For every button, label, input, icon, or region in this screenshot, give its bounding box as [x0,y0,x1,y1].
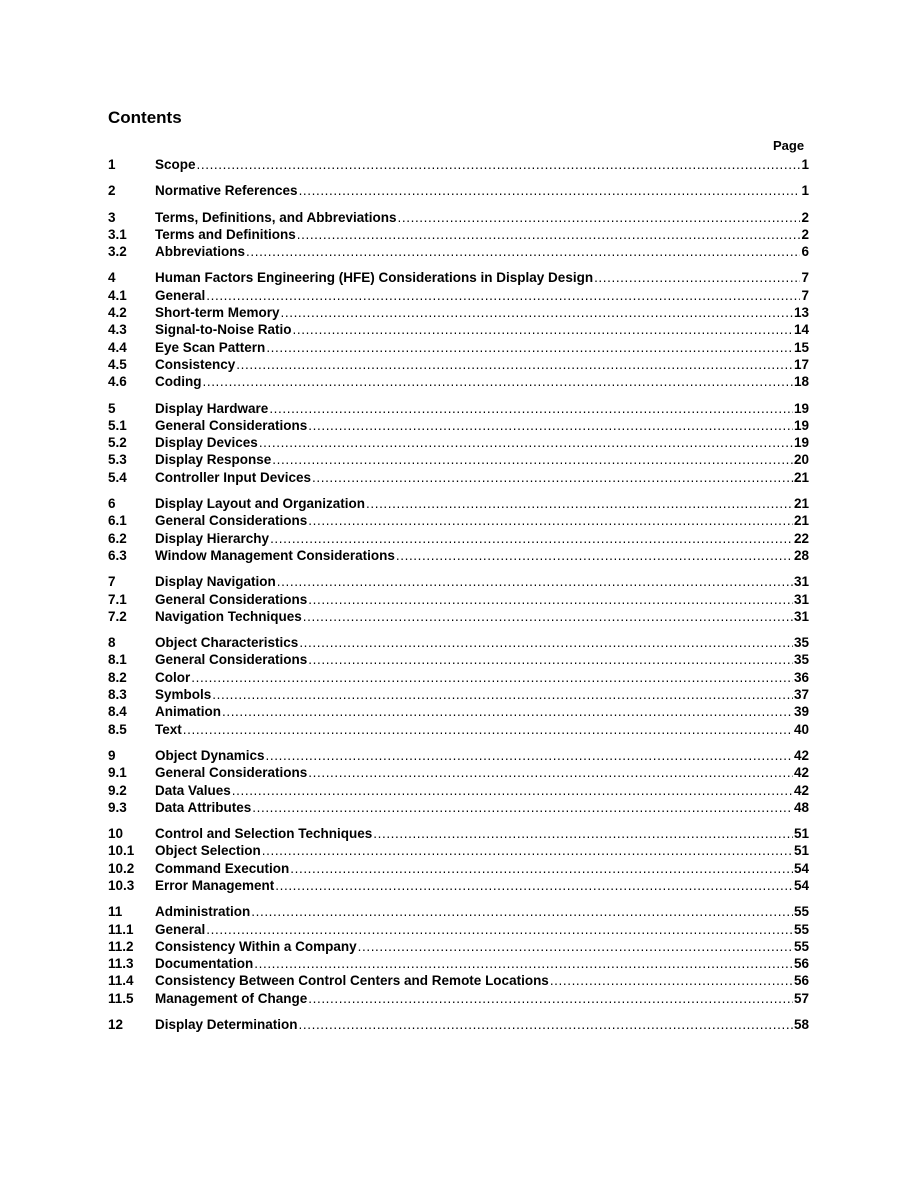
dot-leader [293,321,793,338]
dot-leader [222,703,793,720]
toc-entry-number: 4.4 [108,339,127,355]
toc-entry[interactable] [108,417,809,434]
dot-leader [266,339,793,356]
toc-entry-number: 3.2 [108,244,127,260]
toc-entry-page-number: 42 [793,782,809,798]
dot-leader [206,921,793,938]
toc-entry-title: Controller Input Devices [155,469,312,485]
dot-leader [270,530,793,547]
toc-entry[interactable] [108,686,809,703]
dot-leader [262,842,793,859]
toc-entry-page-number: 2 [801,226,809,242]
toc-entry-page-number: 48 [793,799,809,815]
dot-leader [308,417,793,434]
dot-leader [212,686,793,703]
dot-leader [550,972,793,989]
toc-entry-page-number: 6 [801,244,809,260]
toc-entry-title: Object Dynamics [155,747,265,763]
toc-entry-title: Object Selection [155,843,261,859]
dot-leader [281,304,793,321]
dot-leader [308,764,793,781]
toc-section-group [108,903,809,1007]
toc-entry-page-number: 40 [793,721,809,737]
toc-entry[interactable] [108,955,809,972]
toc-entry-number: 9.1 [108,765,127,781]
dot-leader [373,825,793,842]
toc-entry-number: 5.2 [108,435,127,451]
toc-entry-number: 12 [108,1017,124,1033]
toc-entry-number: 4.6 [108,374,127,390]
toc-entry-number: 8.4 [108,704,127,720]
toc-entry[interactable] [108,321,809,338]
toc-entry-title: Display Devices [155,435,258,451]
toc-entry[interactable] [108,747,809,764]
toc-entry-number: 3 [108,209,116,225]
toc-entry-page-number: 19 [793,435,809,451]
toc-entry-number: 11.3 [108,956,134,972]
dot-leader [299,1016,793,1033]
toc-entry-number: 3.1 [108,226,127,242]
toc-entry-title: Normative References [155,183,298,199]
toc-entry-number: 4.1 [108,287,127,303]
toc-entry-title: Signal-to-Noise Ratio [155,322,292,338]
toc-entry-number: 4.3 [108,322,127,338]
toc-entry[interactable] [108,512,809,529]
toc-entry-number: 11.5 [108,990,134,1006]
toc-entry-page-number: 21 [793,496,809,512]
toc-section-group [108,400,809,486]
toc-entry-title: Documentation [155,956,254,972]
toc-entry-title: Object Characteristics [155,635,299,651]
toc-entry[interactable] [108,451,809,468]
toc-entry-title: Display Navigation [155,574,276,590]
toc-entry-number: 5.4 [108,469,127,485]
toc-entry-title: Display Hierarchy [155,530,270,546]
dot-leader [398,209,801,226]
toc-entry[interactable] [108,703,809,720]
toc-entry-title: Symbols [155,687,212,703]
toc-entry-number: 9.3 [108,799,127,815]
toc-entry[interactable] [108,799,809,816]
toc-entry-number: 6.1 [108,513,127,529]
toc-entry-number: 8.2 [108,669,127,685]
toc-entry-number: 10.2 [108,860,135,876]
toc-entry-page-number: 55 [793,921,809,937]
toc-entry-page-number: 1 [801,157,809,172]
toc-entry[interactable] [108,721,809,738]
toc-entry-page-number: 31 [793,591,809,607]
dot-leader [358,938,793,955]
toc-entry[interactable] [108,209,809,226]
toc-section-group [108,269,809,390]
toc-entry[interactable] [108,591,809,608]
dot-leader [396,547,793,564]
toc-entry-page-number: 56 [793,973,809,989]
toc-entry-page-number: 18 [793,374,809,390]
toc-entry-page-number: 42 [793,747,809,763]
toc-entry-number: 4.5 [108,356,127,372]
toc-entry[interactable] [108,669,809,686]
toc-entry[interactable] [108,469,809,486]
dot-leader [594,269,800,286]
toc-entry-page-number: 56 [793,956,809,972]
dot-leader [308,990,793,1007]
dot-leader [266,747,793,764]
dot-leader [299,182,801,199]
toc-entry-page-number: 20 [793,452,809,468]
toc-entry-page-number: 42 [793,765,809,781]
toc-entry-page-number: 28 [793,547,809,563]
toc-entry[interactable] [108,782,809,799]
toc-entry-page-number: 35 [793,652,809,668]
toc-entry[interactable] [108,990,809,1007]
contents-title: Contents [108,108,182,127]
toc-entry[interactable] [108,903,809,920]
toc-section-group [108,495,809,564]
toc-entry-number: 4.2 [108,305,127,321]
toc-section-group [108,573,809,625]
toc-entry[interactable] [108,287,809,304]
dot-leader [206,287,800,304]
toc-entry-number: 9 [108,747,116,763]
toc-entry[interactable] [108,339,809,356]
toc-entry-number: 10.1 [108,843,135,859]
toc-entry[interactable] [108,573,809,590]
toc-entry-number: 4 [108,270,116,286]
dot-leader [277,573,793,590]
toc-entry-number: 11 [108,904,123,920]
toc-entry-page-number: 55 [793,904,809,920]
toc-entry-title: Display Response [155,452,272,468]
toc-entry[interactable] [108,938,809,955]
dot-leader [297,226,801,243]
toc-entry-number: 5.1 [108,417,127,433]
dot-leader [366,495,793,512]
page-column-header: Page [773,138,805,153]
toc-entry-number: 11.4 [108,973,134,989]
dot-leader [275,877,793,894]
toc-entry-title: General Considerations [155,591,308,607]
toc-entry[interactable] [108,921,809,938]
toc-entry[interactable] [108,1016,809,1033]
toc-entry-number: 8.1 [108,652,127,668]
dot-leader [236,356,793,373]
dot-leader [290,860,793,877]
toc-entry-title: Control and Selection Techniques [155,826,373,842]
toc-entry-number: 8.5 [108,721,127,737]
toc-entry-title: Administration [155,904,251,920]
toc-entry-title: Display Layout and Organization [155,496,366,512]
toc-entry-page-number: 51 [793,826,809,842]
toc-entry[interactable] [108,400,809,417]
table-of-contents [108,156,809,1033]
toc-entry-title: Human Factors Engineering (HFE) Considerations in Display Design [155,270,594,286]
toc-entry-number: 9.2 [108,782,127,798]
toc-entry[interactable] [108,156,809,173]
toc-entry-page-number: 15 [793,339,809,355]
dot-leader [308,591,793,608]
toc-entry-page-number: 57 [793,990,809,1006]
toc-entry-number: 8.3 [108,687,127,703]
dot-leader [191,669,793,686]
toc-entry-page-number: 7 [801,270,809,286]
toc-entry[interactable] [108,877,809,894]
toc-entry-number: 6 [108,496,116,512]
dot-leader [183,721,793,738]
toc-entry-page-number: 54 [793,877,809,893]
toc-entry-page-number: 31 [793,608,809,624]
toc-entry[interactable] [108,182,809,199]
toc-entry-title: Display Determination [155,1017,298,1033]
toc-entry-page-number: 19 [793,400,809,416]
toc-entry-page-number: 31 [793,574,809,590]
toc-section-group [108,747,809,816]
toc-entry[interactable] [108,530,809,547]
toc-entry-title: Consistency [155,356,236,372]
toc-entry-page-number: 13 [793,305,809,321]
dot-leader [232,782,793,799]
toc-entry-number: 7 [108,574,116,590]
toc-entry-title: General Considerations [155,513,308,529]
toc-entry[interactable] [108,269,809,286]
dot-leader [259,434,793,451]
dot-leader [197,156,801,173]
toc-section-group [108,1016,809,1033]
toc-entry-page-number: 39 [793,704,809,720]
toc-entry[interactable] [108,373,809,390]
toc-entry-title: Color [155,669,191,685]
toc-section-group [108,182,809,199]
toc-entry-page-number: 21 [793,513,809,529]
toc-entry-number: 11.1 [108,921,134,937]
dot-leader [252,799,793,816]
toc-entry-title: Window Management Considerations [155,547,395,563]
toc-entry[interactable] [108,434,809,451]
toc-entry-number: 5 [108,400,116,416]
dot-leader [203,373,793,390]
toc-entry-page-number: 1 [801,183,809,199]
toc-entry[interactable] [108,860,809,877]
toc-entry-title: Terms and Definitions [155,226,296,242]
toc-entry-page-number: 55 [793,938,809,954]
toc-entry-page-number: 21 [793,469,809,485]
toc-entry-page-number: 17 [793,356,809,372]
toc-entry[interactable] [108,972,809,989]
toc-section-group [108,209,809,261]
toc-section-group [108,634,809,738]
toc-entry-title: Management of Change [155,990,308,1006]
toc-entry-title: Error Management [155,877,275,893]
dot-leader [272,451,793,468]
dot-leader [254,955,793,972]
toc-entry[interactable] [108,495,809,512]
toc-entry-title: Scope [155,157,196,172]
toc-entry-page-number: 22 [793,530,809,546]
toc-entry-number: 8 [108,635,116,651]
toc-entry-number: 6.2 [108,530,127,546]
toc-entry[interactable] [108,842,809,859]
toc-entry[interactable] [108,547,809,564]
dot-leader [251,903,793,920]
toc-entry-title: Command Execution [155,860,290,876]
toc-entry-title: Data Attributes [155,799,252,815]
dot-leader [308,512,793,529]
toc-entry[interactable] [108,226,809,243]
toc-entry-title: General [155,287,206,303]
dot-leader [303,608,793,625]
toc-entry-title: Animation [155,704,221,720]
toc-entry[interactable] [108,634,809,651]
toc-entry-page-number: 2 [801,209,809,225]
toc-entry[interactable] [108,304,809,321]
toc-entry-page-number: 58 [793,1017,809,1033]
toc-entry-number: 7.2 [108,608,127,624]
toc-entry[interactable] [108,356,809,373]
toc-entry[interactable] [108,243,809,260]
toc-entry-number: 10.3 [108,877,135,893]
toc-entry-title: Abbreviations [155,244,246,260]
toc-entry-page-number: 35 [793,635,809,651]
toc-entry-page-number: 36 [793,669,809,685]
toc-entry-page-number: 51 [793,843,809,859]
dot-leader [308,651,793,668]
toc-entry-number: 10 [108,826,124,842]
dot-leader [269,400,793,417]
toc-entry-title: General Considerations [155,417,308,433]
dot-leader [246,243,800,260]
dot-leader [312,469,793,486]
toc-entry-number: 5.3 [108,452,127,468]
toc-entry-number: 7.1 [108,591,127,607]
toc-entry-title: Consistency Within a Company [155,938,357,954]
toc-entry-number: 1 [108,157,116,172]
toc-entry-page-number: 19 [793,417,809,433]
toc-entry-title: General [155,921,206,937]
toc-entry-title: General Considerations [155,765,308,781]
toc-entry[interactable] [108,651,809,668]
dot-leader [299,634,793,651]
toc-entry-title: Short-term Memory [155,305,280,321]
toc-entry[interactable] [108,825,809,842]
toc-entry-number: 6.3 [108,547,127,563]
toc-entry-page-number: 14 [793,322,809,338]
toc-entry-title: Data Values [155,782,231,798]
toc-entry-page-number: 37 [793,687,809,703]
toc-entry-title: Coding [155,374,202,390]
toc-entry[interactable] [108,608,809,625]
toc-section-group [108,825,809,894]
toc-entry-page-number: 7 [801,287,809,303]
toc-entry-title: Text [155,721,182,737]
toc-entry-page-number: 54 [793,860,809,876]
toc-entry-number: 11.2 [108,938,134,954]
toc-entry[interactable] [108,764,809,781]
toc-entry-title: Terms, Definitions, and Abbreviations [155,209,397,225]
toc-entry-title: Eye Scan Pattern [155,339,266,355]
toc-entry-title: Navigation Techniques [155,608,302,624]
toc-section-group [108,156,809,173]
toc-entry-number: 2 [108,183,116,199]
toc-entry-title: Consistency Between Control Centers and Remote Locations [155,973,549,989]
toc-entry-title: General Considerations [155,652,308,668]
toc-entry-title: Display Hardware [155,400,269,416]
